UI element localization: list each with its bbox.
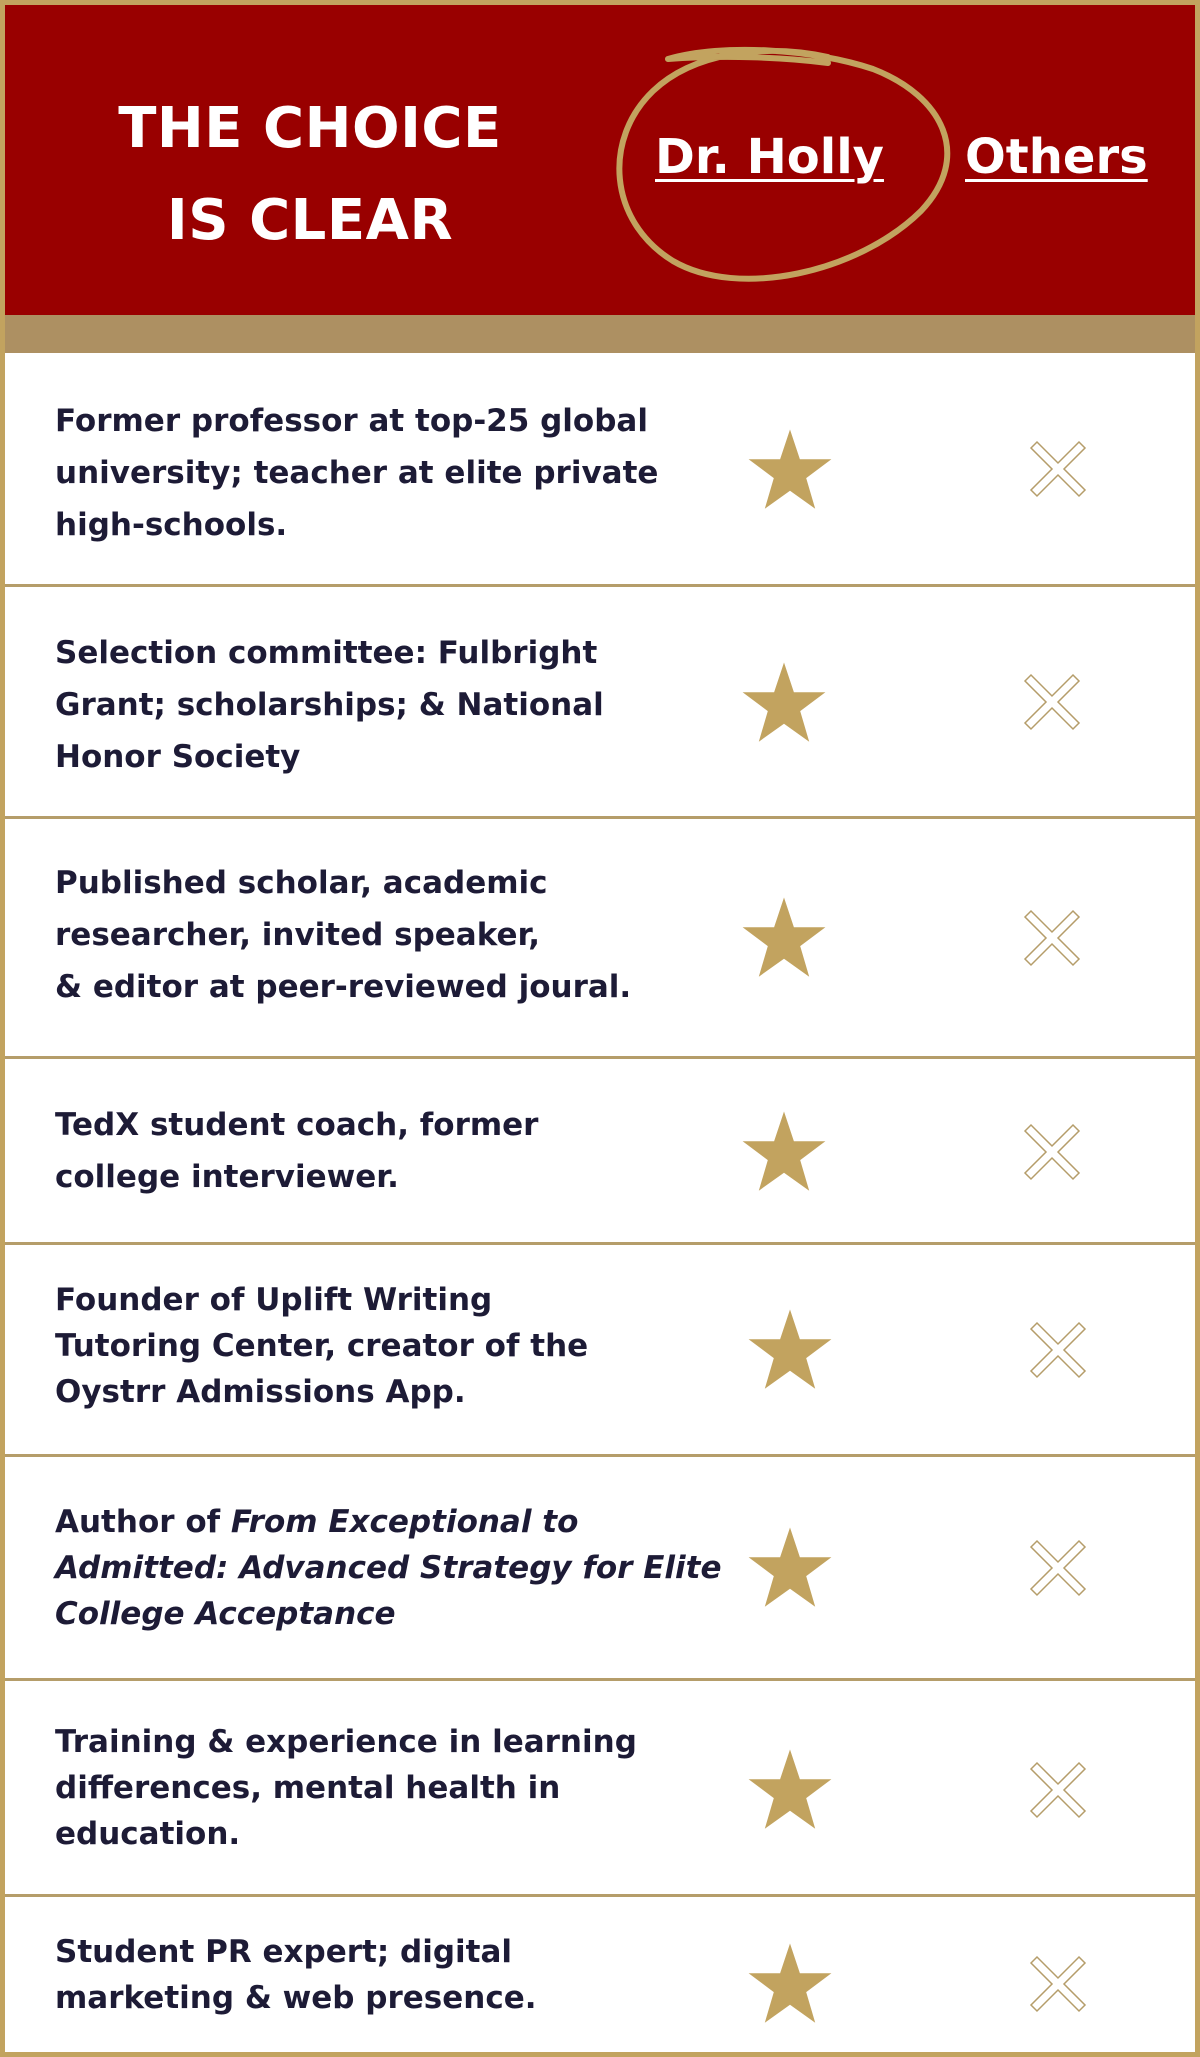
table-row: [5, 819, 1195, 1059]
row-label-line: Honor Society: [55, 739, 301, 775]
book-title-part: College Acceptance: [55, 1596, 396, 1632]
x-icon: [1025, 1317, 1091, 1383]
row-label-line: high-schools.: [55, 507, 288, 543]
x-icon: [1025, 436, 1091, 502]
row-label-line: Oystrr Admissions App.: [55, 1374, 466, 1410]
title-line-1: THE CHOICE: [118, 96, 502, 161]
column-header-dr-holly: Dr. Holly: [655, 129, 884, 185]
row-label-line: [55, 1499, 755, 1545]
row-label-line: college interviewer.: [55, 1159, 399, 1195]
table-row: [5, 1059, 1195, 1245]
row-label-line: Published scholar, academic: [55, 865, 548, 901]
x-icon: [1019, 1119, 1085, 1185]
star-icon: [745, 425, 835, 515]
row-label-prefix: Author of: [55, 1504, 231, 1540]
row-label: [55, 1499, 755, 1637]
star-icon: [745, 1523, 835, 1613]
row-label-line: Former professor at top-25 global: [55, 403, 648, 439]
table-row: [5, 587, 1195, 819]
book-title-part: Admitted: Advanced Strategy for Elite: [55, 1550, 722, 1586]
x-icon: [1019, 669, 1085, 735]
star-icon: [745, 1939, 835, 2029]
row-label-line: marketing & web presence.: [55, 1980, 537, 2016]
header-banner: [5, 5, 1195, 315]
row-label: [55, 1277, 735, 1415]
row-label-line: Founder of Uplift Writing: [55, 1282, 493, 1318]
row-label-line: Student PR expert; digital: [55, 1934, 513, 1970]
star-icon: [745, 1305, 835, 1395]
x-icon: [1019, 905, 1085, 971]
book-title-part: From Exceptional to: [230, 1504, 579, 1540]
x-icon: [1025, 1535, 1091, 1601]
page-title: [95, 83, 525, 267]
title-line-2: IS CLEAR: [166, 188, 454, 253]
row-label-line: differences, mental health in: [55, 1770, 561, 1806]
table-row: [5, 1457, 1195, 1681]
row-label: [55, 395, 735, 551]
x-icon: [1025, 1951, 1091, 2017]
row-label: [55, 1719, 735, 1857]
row-label-line: university; teacher at elite private: [55, 455, 659, 491]
row-label-line: Grant; scholarships; & National: [55, 687, 604, 723]
star-icon: [739, 658, 829, 748]
row-label: [55, 857, 735, 1013]
row-label-line: researcher, invited speaker,: [55, 917, 541, 953]
row-label-line: Tutoring Center, creator of the: [55, 1328, 589, 1364]
row-label: [55, 1929, 735, 2021]
star-icon: [739, 1107, 829, 1197]
row-label-line: education.: [55, 1816, 241, 1852]
table-row: [5, 1681, 1195, 1897]
row-label-line: Training & experience in learning: [55, 1724, 637, 1760]
star-icon: [739, 893, 829, 983]
row-label-line: Selection committee: Fulbright: [55, 635, 598, 671]
table-row: [5, 1897, 1195, 2057]
row-label-line: & editor at peer-reviewed joural.: [55, 969, 632, 1005]
star-icon: [745, 1745, 835, 1835]
row-label: [55, 627, 735, 783]
table-row: [5, 1245, 1195, 1457]
row-label-line: TedX student coach, former: [55, 1107, 539, 1143]
table-row: [5, 353, 1195, 587]
header-divider-strip: [5, 315, 1195, 353]
x-icon: [1025, 1757, 1091, 1823]
column-header-others: Others: [965, 129, 1148, 185]
row-label: [55, 1099, 735, 1203]
